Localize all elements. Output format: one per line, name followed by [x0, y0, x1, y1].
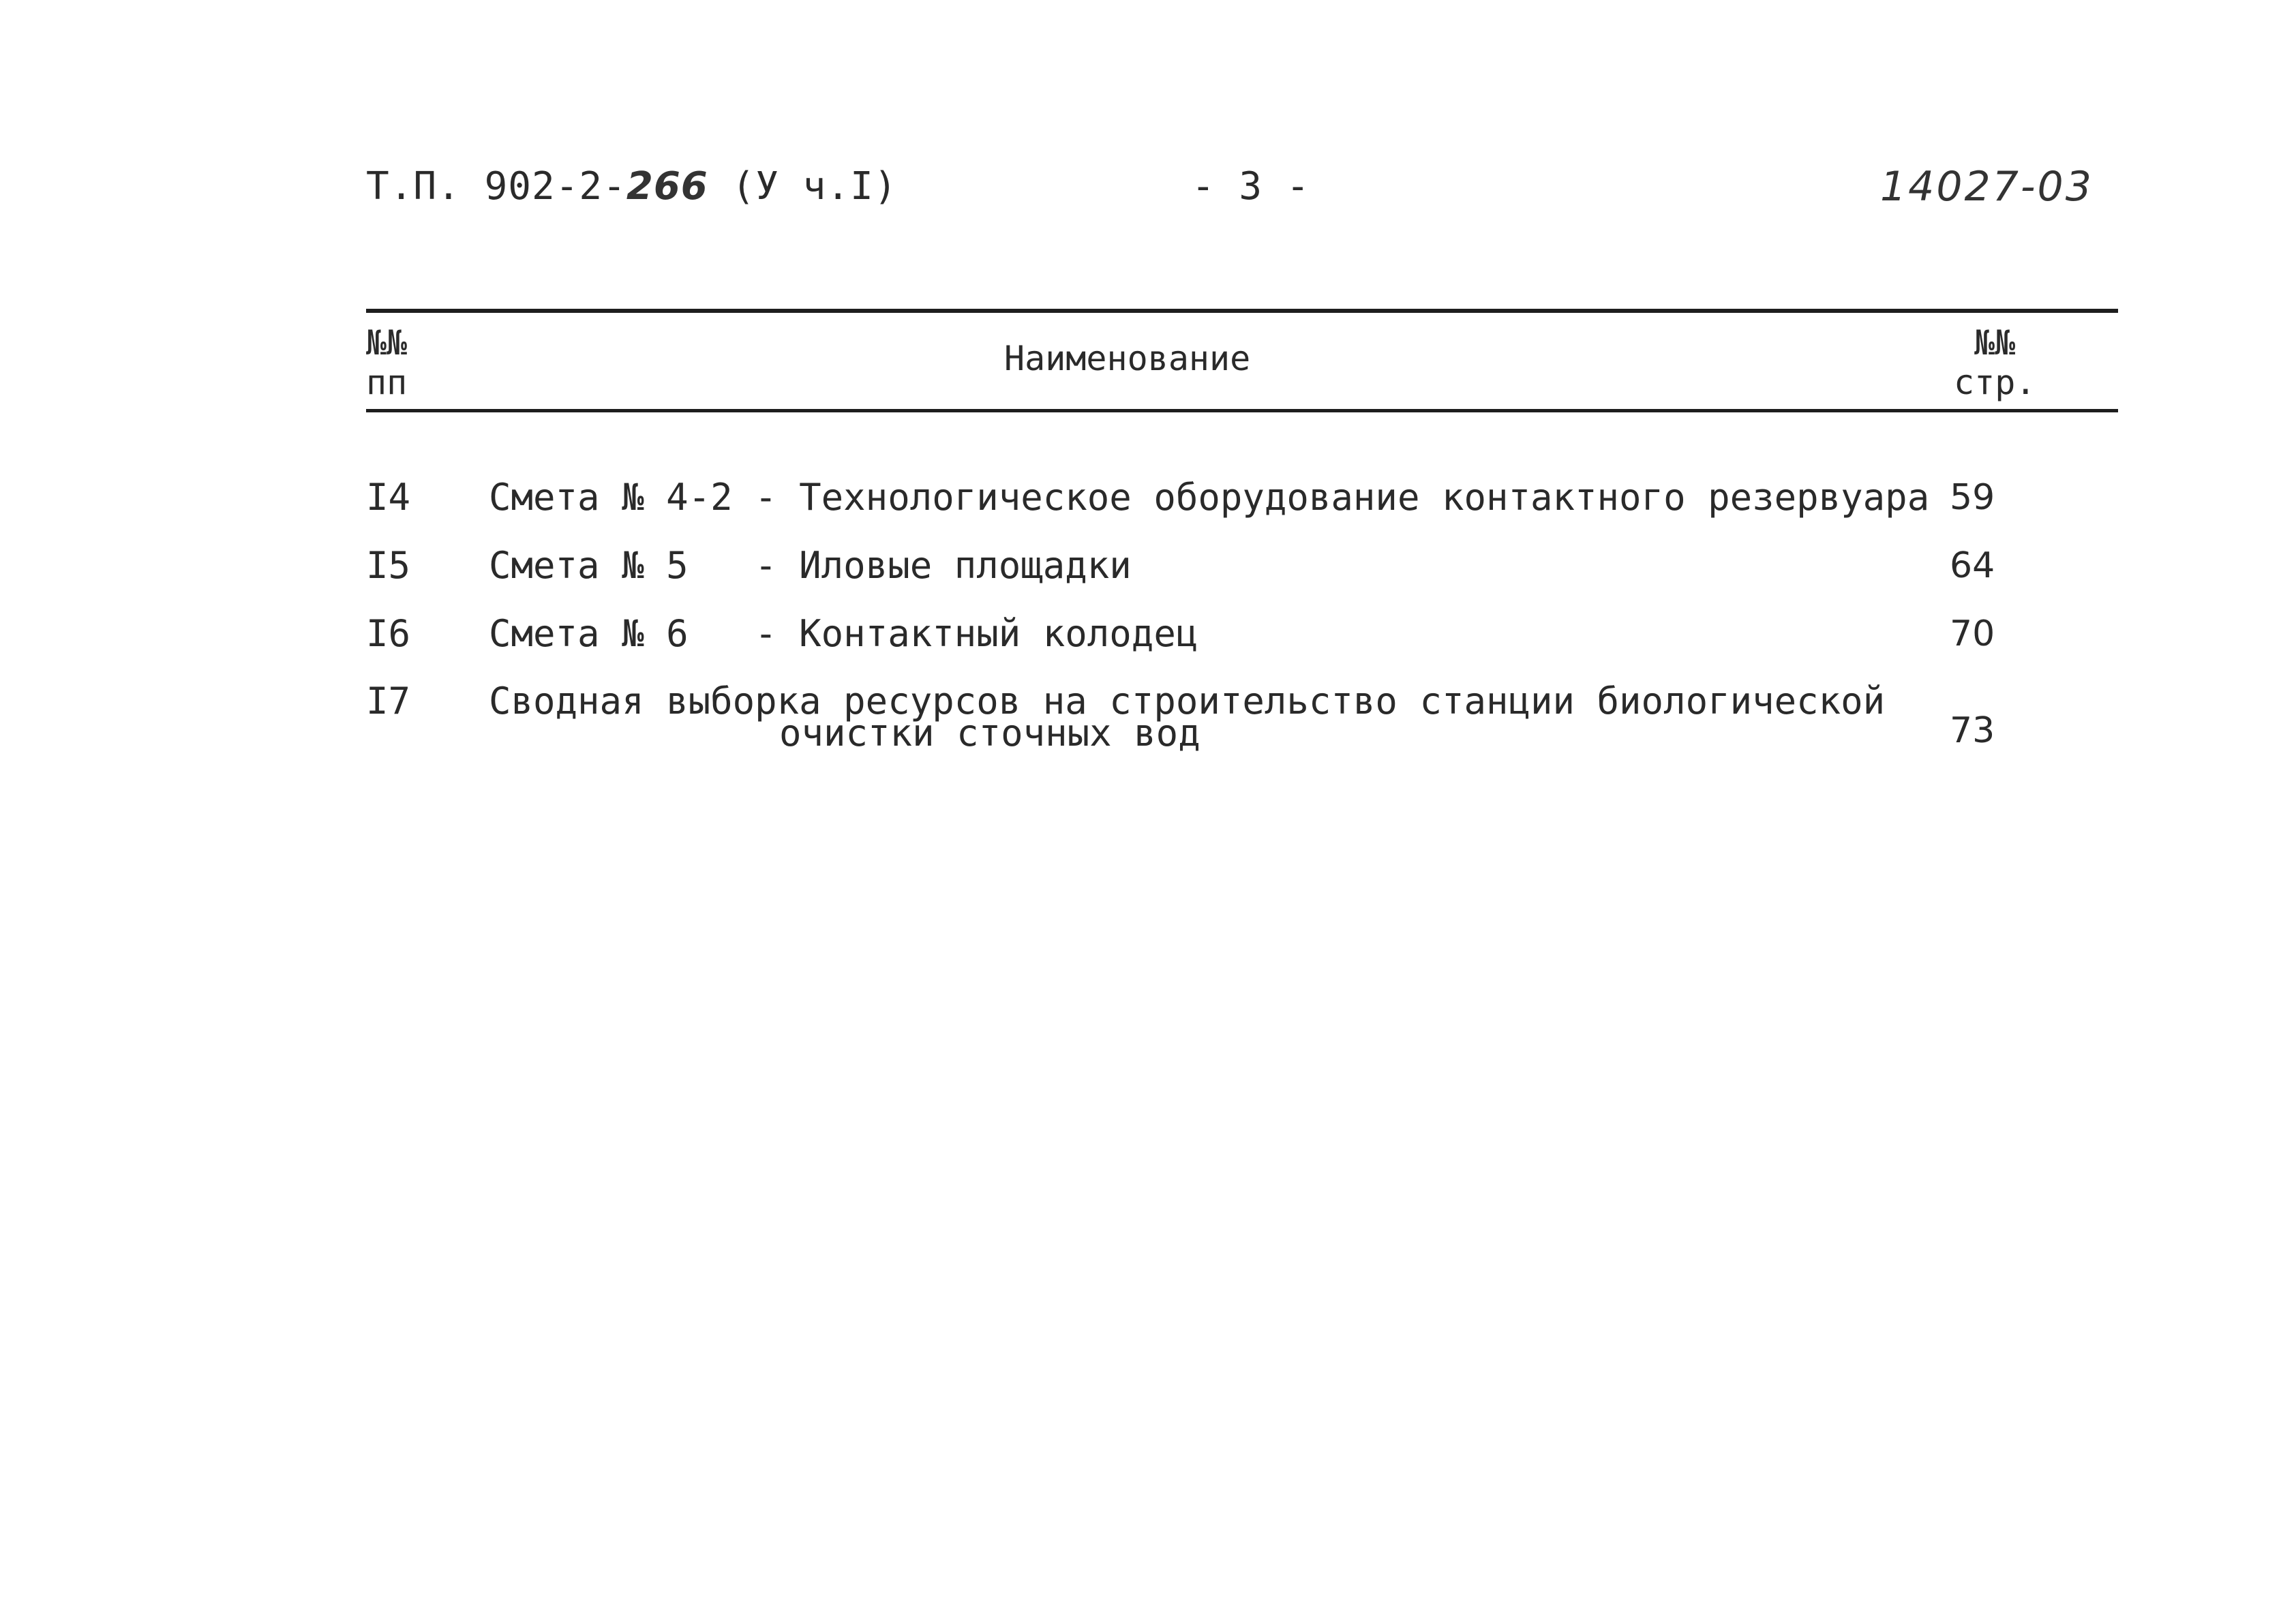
- row-name-continuation: очистки сточных вод: [779, 712, 1200, 755]
- column-header-number: [366, 323, 407, 402]
- row-name: Смета № 6 - Контактный колодец: [489, 612, 1198, 655]
- column-header-page: [1954, 323, 2036, 402]
- table-header-rule: [366, 409, 2118, 412]
- column-header-page-line2: стр.: [1954, 363, 2036, 402]
- row-number: I4: [366, 476, 411, 519]
- document-code-prefix: Т.П. 902-2-: [366, 164, 626, 209]
- table-top-rule: [366, 309, 2118, 313]
- row-name: Смета № 5 - Иловые площадки: [489, 544, 1132, 587]
- column-header-page-line1: №№: [1974, 323, 2016, 363]
- row-name: Сводная выборка ресурсов на строительство станции биологической: [489, 680, 1886, 723]
- row-page: 59: [1950, 477, 1995, 518]
- row-number: I7: [366, 680, 411, 723]
- page-number: - 3 -: [1192, 164, 1310, 209]
- sheet-number: 14027-03: [1880, 163, 2094, 211]
- row-page: 70: [1950, 613, 1995, 654]
- row-name: Смета № 4-2 - Технологическое оборудование контактного резервуара: [489, 476, 1930, 519]
- column-header-name: Наименование: [1004, 339, 1251, 378]
- document-code-suffix: (У ч.I): [708, 164, 898, 209]
- document-code-handwritten: 266: [626, 164, 708, 209]
- column-header-number-line2: пп: [366, 363, 408, 402]
- document-code: [366, 162, 898, 211]
- column-header-number-line1: №№: [366, 323, 408, 363]
- row-number: I5: [366, 544, 411, 587]
- row-page: 73: [1950, 710, 1995, 751]
- row-number: I6: [366, 612, 411, 655]
- row-page: 64: [1950, 545, 1995, 586]
